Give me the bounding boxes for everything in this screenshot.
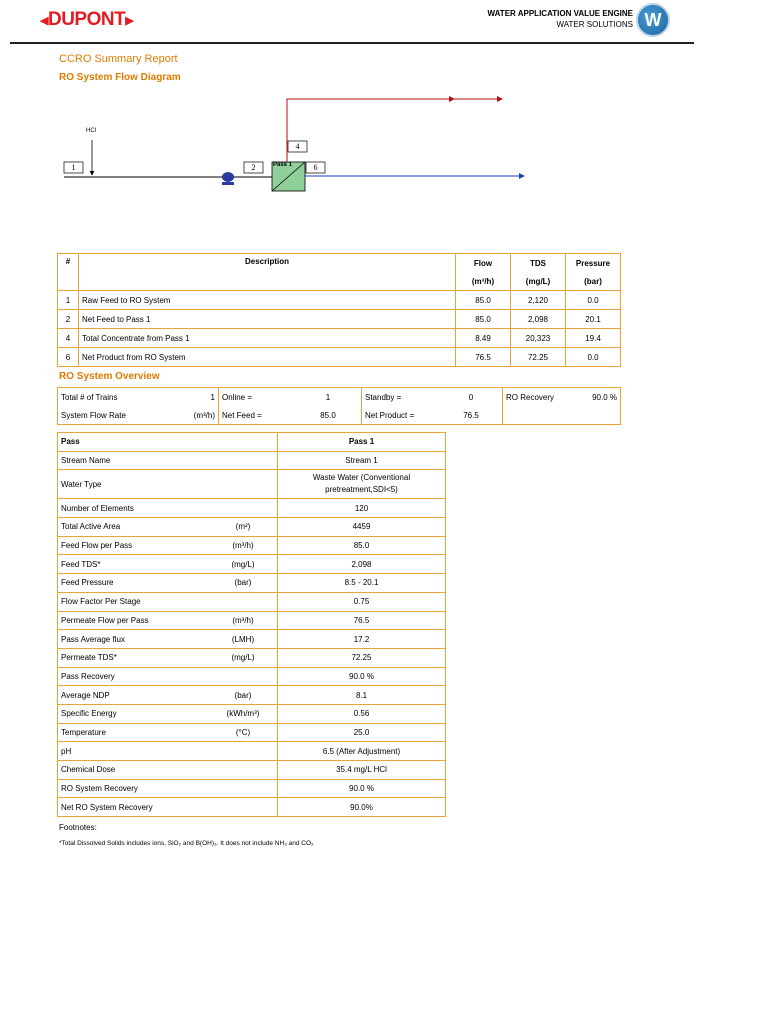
net-feed-value: 85.0	[320, 410, 336, 420]
col-tds-header: TDS	[511, 254, 566, 273]
pass-table	[57, 432, 446, 817]
footnotes-text: *Total Dissolved Solids includes ions, SiO₂ and B(OH)₃. It does not include NH₃ and CO₂	[59, 840, 314, 847]
row-value: 90.0 %	[278, 667, 446, 686]
row-label: Feed Flow per Pass	[58, 536, 210, 555]
row-value: 8.1	[278, 686, 446, 705]
flow-diagram-heading: RO System Flow Diagram	[59, 72, 181, 83]
net-product-value: 76.5	[463, 410, 479, 420]
overview-table	[57, 387, 621, 425]
table-row	[58, 574, 446, 593]
overview-heading: RO System Overview	[59, 371, 160, 382]
row-unit	[209, 742, 278, 761]
table-row	[58, 667, 446, 686]
col-pressure-header: Pressure	[566, 254, 621, 273]
table-row	[58, 310, 621, 329]
table-row	[58, 723, 446, 742]
row-label: Net RO System Recovery	[58, 798, 210, 817]
streams-table	[57, 253, 621, 367]
row-flow: 85.0	[456, 291, 511, 310]
row-unit	[209, 761, 278, 780]
row-unit	[209, 592, 278, 611]
online-label: Online =	[219, 388, 296, 407]
row-pressure: 20.1	[566, 310, 621, 329]
wave-badge-icon: W	[636, 3, 670, 37]
row-value: 90.0 %	[278, 779, 446, 798]
row-unit	[209, 667, 278, 686]
row-desc: Raw Feed to RO System	[79, 291, 456, 310]
footnotes-title: Footnotes:	[59, 823, 97, 832]
row-unit: (LMH)	[209, 630, 278, 649]
table-row	[58, 761, 446, 780]
row-value: 120	[278, 499, 446, 518]
row-value: 6.5 (After Adjustment)	[278, 742, 446, 761]
concentrate-line	[287, 99, 502, 162]
stream-tag-2: 2	[251, 163, 256, 172]
row-unit	[209, 499, 278, 518]
table-row	[58, 555, 446, 574]
flow-rate-unit: (m³/h)	[193, 410, 215, 420]
table-row	[58, 798, 446, 817]
stream-tag-1: 1	[71, 163, 76, 172]
row-label: Total Active Area	[58, 518, 210, 537]
table-row	[58, 451, 446, 470]
row-num: 4	[58, 329, 79, 348]
row-label: Number of Elements	[58, 499, 210, 518]
row-label: Temperature	[58, 723, 210, 742]
row-unit: (m²)	[209, 518, 278, 537]
row-unit	[209, 798, 278, 817]
table-row	[58, 779, 446, 798]
row-desc: Total Concentrate from Pass 1	[79, 329, 456, 348]
row-value: 35.4 mg/L HCl	[278, 761, 446, 780]
row-label: Water Type	[58, 470, 210, 499]
row-value: 8.5 - 20.1	[278, 574, 446, 593]
unit-label: Pass 1	[273, 162, 293, 168]
table-row	[58, 348, 621, 367]
row-value: 72.25	[278, 648, 446, 667]
row-unit: (mg/L)	[209, 555, 278, 574]
table-row	[58, 329, 621, 348]
row-value: 76.5	[278, 611, 446, 630]
row-label: Specific Energy	[58, 704, 210, 723]
row-unit: (m³/h)	[209, 611, 278, 630]
row-label: Permeate TDS*	[58, 648, 210, 667]
row-num: 1	[58, 291, 79, 310]
pass-header-label: Pass	[58, 433, 278, 452]
stream-tag-4: 4	[295, 142, 300, 151]
row-label: Permeate Flow per Pass	[58, 611, 210, 630]
stream-tag-6: 6	[313, 163, 318, 172]
col-flow-unit: (m³/h)	[456, 272, 511, 291]
row-value: 4459	[278, 518, 446, 537]
table-row	[58, 518, 446, 537]
pass-header-value: Pass 1	[278, 433, 446, 452]
row-label: RO System Recovery	[58, 779, 210, 798]
logo-left-chevron-icon: ◀	[40, 14, 48, 27]
report-title: CCRO Summary Report	[59, 53, 178, 65]
col-pressure-unit: (bar)	[566, 272, 621, 291]
row-label: Chemical Dose	[58, 761, 210, 780]
pump-icon	[222, 172, 234, 185]
row-tds: 2,120	[511, 291, 566, 310]
standby-label: Standby =	[362, 388, 441, 407]
col-num-header: #	[58, 254, 79, 291]
table-row	[58, 499, 446, 518]
logo-right-chevron-icon: ▶	[125, 14, 134, 27]
row-unit: (mg/L)	[209, 648, 278, 667]
row-unit: (bar)	[209, 574, 278, 593]
row-unit: (kWh/m³)	[209, 704, 278, 723]
row-num: 6	[58, 348, 79, 367]
row-label: pH	[58, 742, 210, 761]
flow-rate-label: System Flow Rate	[61, 410, 126, 420]
row-label: Feed TDS*	[58, 555, 210, 574]
online-value: 1	[325, 392, 331, 402]
row-pressure: 0.0	[566, 291, 621, 310]
table-row	[58, 470, 446, 499]
table-row	[58, 291, 621, 310]
row-value: 17.2	[278, 630, 446, 649]
row-unit: (bar)	[209, 686, 278, 705]
row-label: Feed Pressure	[58, 574, 210, 593]
row-label: Average NDP	[58, 686, 210, 705]
logo-text: DUPONT	[47, 9, 126, 30]
net-feed-label: Net Feed =	[219, 406, 296, 425]
col-flow-header: Flow	[456, 254, 511, 273]
row-value: 90.0%	[278, 798, 446, 817]
row-pressure: 0.0	[566, 348, 621, 367]
hcl-label: HCl	[86, 128, 96, 134]
table-row	[58, 592, 446, 611]
row-label: Stream Name	[58, 451, 210, 470]
standby-value: 0	[468, 392, 474, 402]
row-value: 0.75	[278, 592, 446, 611]
row-value: 2,098	[278, 555, 446, 574]
row-value: 0.56	[278, 704, 446, 723]
row-flow: 8.49	[456, 329, 511, 348]
row-label: Flow Factor Per Stage	[58, 592, 210, 611]
row-unit	[209, 451, 278, 470]
row-num: 2	[58, 310, 79, 329]
row-value: 85.0	[278, 536, 446, 555]
row-value: Waste Water (Conventional pretreatment,SDI<5)	[278, 470, 446, 499]
total-trains-value: 1	[210, 392, 215, 402]
row-label: Pass Recovery	[58, 667, 210, 686]
table-row	[58, 742, 446, 761]
row-tds: 2,098	[511, 310, 566, 329]
row-value: Stream 1	[278, 451, 446, 470]
net-product-label: Net Product =	[362, 406, 441, 425]
row-unit	[209, 779, 278, 798]
col-desc-header: Description	[79, 254, 456, 291]
row-desc: Net Feed to Pass 1	[79, 310, 456, 329]
row-value: 25.0	[278, 723, 446, 742]
table-row	[58, 611, 446, 630]
total-trains-label: Total # of Trains	[61, 392, 118, 402]
row-unit: (°C)	[209, 723, 278, 742]
pass-rows	[58, 451, 446, 816]
table-row	[58, 686, 446, 705]
table-row	[58, 704, 446, 723]
col-tds-unit: (mg/L)	[511, 272, 566, 291]
row-flow: 85.0	[456, 310, 511, 329]
row-unit: (m³/h)	[209, 536, 278, 555]
row-flow: 76.5	[456, 348, 511, 367]
table-row	[58, 536, 446, 555]
app-title: WATER APPLICATION VALUE ENGINE	[487, 9, 633, 18]
recovery-value: 90.0 %	[592, 392, 617, 402]
flow-diagram	[0, 0, 768, 250]
app-subtitle: WATER SOLUTIONS	[556, 20, 633, 29]
row-unit	[209, 470, 278, 499]
row-label: Pass Average flux	[58, 630, 210, 649]
row-tds: 72.25	[511, 348, 566, 367]
recovery-label: RO Recovery	[503, 388, 570, 407]
table-row	[58, 648, 446, 667]
table-row	[58, 630, 446, 649]
row-pressure: 19.4	[566, 329, 621, 348]
row-tds: 20,323	[511, 329, 566, 348]
row-desc: Net Product from RO System	[79, 348, 456, 367]
